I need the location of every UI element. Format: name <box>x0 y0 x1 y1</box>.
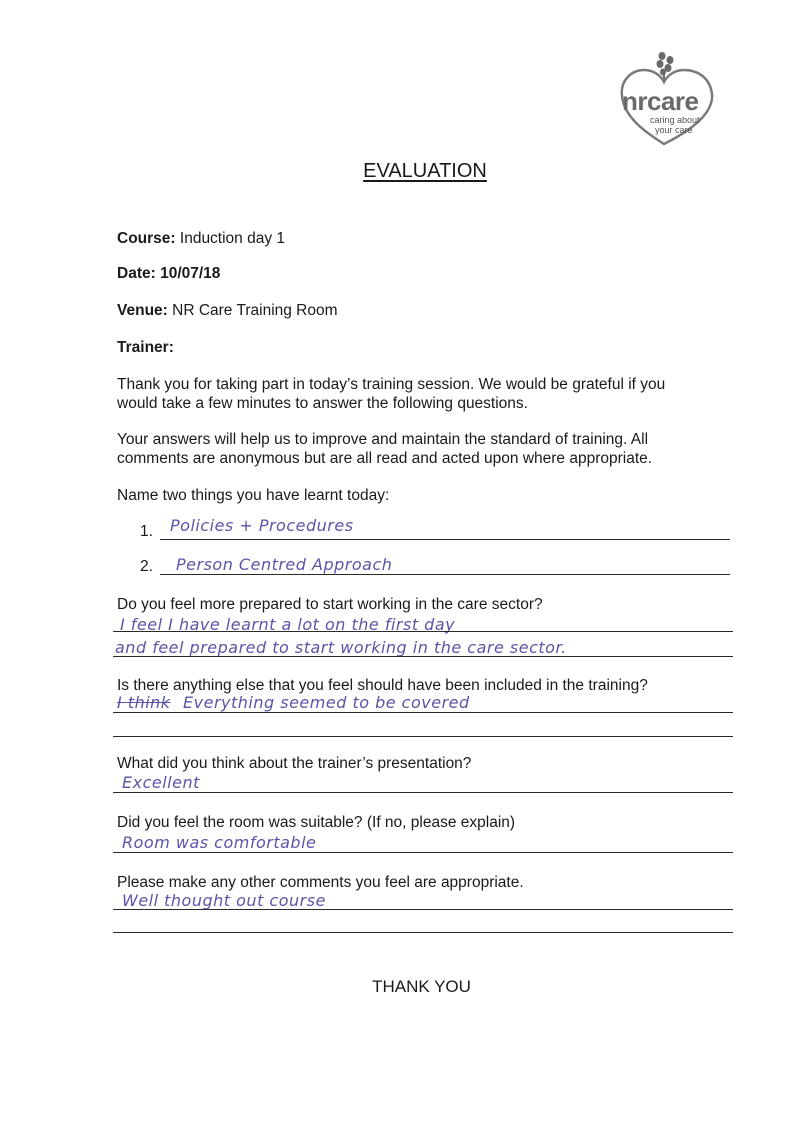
question-learnt: Name two things you have learnt today: <box>117 487 390 504</box>
prepared-answer-2: and feel prepared to start working in the care sector. <box>115 638 567 657</box>
answer-line <box>113 656 733 657</box>
learnt-answer-1: Policies + Procedures <box>170 516 354 535</box>
course-field <box>117 229 285 248</box>
question-presentation: What did you think about the trainer’s presentation? <box>117 755 472 772</box>
intro-p1-line1: Thank you for taking part in today’s training session. We would be grateful if you <box>117 376 666 393</box>
intro-p1-line2: would take a few minutes to answer the following questions. <box>117 395 528 412</box>
venue-label: Venue: <box>117 302 168 319</box>
intro-p2-line2: comments are anonymous but are all read and acted upon where appropriate. <box>117 450 653 467</box>
page-title: EVALUATION <box>363 160 487 182</box>
trainer-label: Trainer: <box>117 339 174 356</box>
presentation-answer: Excellent <box>122 773 200 792</box>
date-label: Date: <box>117 265 156 282</box>
other-answer: Well thought out course <box>122 891 326 910</box>
answer-line <box>160 539 730 540</box>
venue-field <box>117 301 338 320</box>
intro-p2-line1: Your answers will help us to improve and maintain the standard of training. All <box>117 431 649 448</box>
logo-tagline-1: caring about <box>650 115 700 125</box>
intro-paragraph-2 <box>117 430 652 468</box>
course-value: Induction day 1 <box>179 230 286 247</box>
answer-line <box>113 736 733 737</box>
answer-line <box>113 932 733 933</box>
answer-line <box>113 852 733 853</box>
thank-you-footer: THANK YOU <box>372 977 471 996</box>
date-value: 10/07/18 <box>160 265 221 282</box>
question-prepared: Do you feel more prepared to start working in the care sector? <box>117 596 543 613</box>
else-answer-text: Everything seemed to be covered <box>183 693 470 712</box>
question-other: Please make any other comments you feel are appropriate. <box>117 874 524 891</box>
learnt-number-1: 1. <box>140 523 153 540</box>
else-answer <box>117 693 470 713</box>
question-room: Did you feel the room was suitable? (If no, please explain) <box>117 814 516 831</box>
intro-paragraph-1 <box>117 375 665 413</box>
answer-line <box>113 631 733 632</box>
question-else: Is there anything else that you feel should have been included in the training? <box>117 677 648 694</box>
logo-brand: nrcare <box>622 86 699 116</box>
logo-tagline-2: your care <box>655 125 693 135</box>
date-field <box>117 264 220 283</box>
course-label: Course: <box>117 230 176 247</box>
answer-line <box>113 909 733 910</box>
learnt-answer-2: Person Centred Approach <box>176 555 393 574</box>
nrcare-logo <box>618 48 733 148</box>
answer-line <box>113 792 733 793</box>
else-answer-struck: I think <box>117 693 171 712</box>
learnt-number-2: 2. <box>140 558 153 575</box>
answer-line <box>113 712 733 713</box>
venue-value: NR Care Training Room <box>172 302 338 319</box>
room-answer: Room was comfortable <box>122 833 317 852</box>
answer-line <box>160 574 730 575</box>
prepared-answer-1: I feel I have learnt a lot on the first day <box>120 615 456 634</box>
